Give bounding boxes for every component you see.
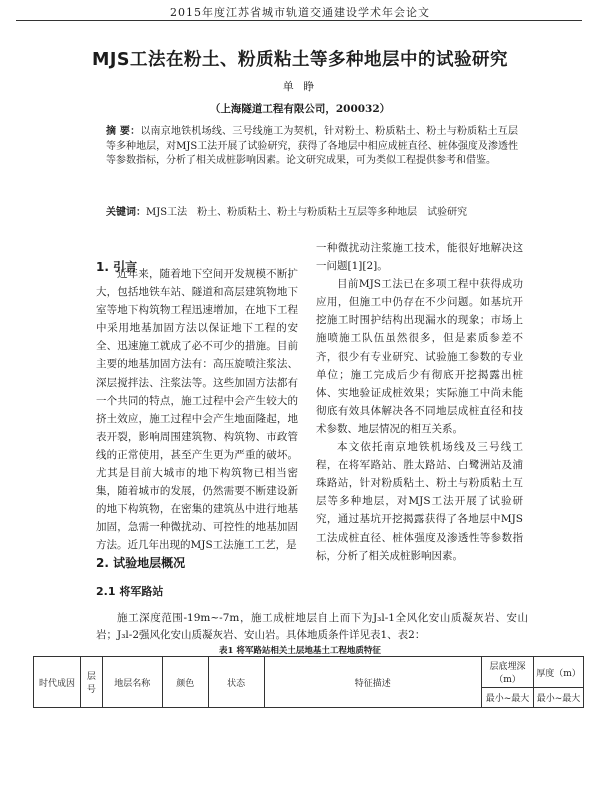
table-1 bbox=[33, 656, 584, 708]
right-column bbox=[316, 239, 523, 565]
header-thickness: 厚度（m） bbox=[533, 657, 583, 688]
section-1-heading: 1. 引言 bbox=[96, 260, 138, 274]
keywords-text: MJS工法 粉土、粉质粘土、粉土与粉质粘土互层等多种地层 试验研究 bbox=[146, 207, 468, 218]
header-era: 时代成因 bbox=[34, 657, 81, 708]
keywords-label: 关键词： bbox=[106, 207, 146, 218]
keywords bbox=[106, 206, 526, 220]
intro-paragraph-2: 目前MJS工法已在多项工程中获得成功应用，但施工中仍存在不少问题。如基坑开挖施工时围护结构出现漏水的现象；市场上施喷施工队伍虽然很多，但是素质参差不齐，很少有专业研究、试验施工参数的专业单位；施工完成后少有彻底开挖揭露出桩体、实地验证成桩效果；实际施工中尚未能彻底有效具体解决各不同地层成桩直径和技术参数、地层情况的相互关系。 bbox=[316, 278, 523, 435]
header-rule bbox=[16, 20, 582, 21]
header-description: 特征描述 bbox=[264, 657, 481, 708]
paper-title: MJS工法在粉土、粉质粘土等多种地层中的试验研究 bbox=[91, 50, 509, 70]
subheader-thick-range: 最小~最大 bbox=[533, 688, 583, 708]
header-state: 状态 bbox=[208, 657, 264, 708]
header-color: 颜色 bbox=[162, 657, 208, 708]
abstract-label: 摘 要： bbox=[106, 126, 141, 137]
section-2-heading: 2. 试验地层概况 bbox=[96, 556, 186, 570]
abstract bbox=[106, 125, 518, 169]
header-top-depth: 层底埋深（m） bbox=[482, 657, 534, 688]
author: 单 睁 bbox=[282, 80, 318, 93]
subsection-2-1-heading: 2.1 将军路站 bbox=[96, 585, 164, 598]
left-column bbox=[96, 265, 298, 555]
intro-paragraph-1-continued: 一种微扰动注浆施工技术，能很好地解决这一问题[1][2]。 bbox=[316, 242, 523, 273]
header-layer-no: 层号 bbox=[80, 657, 102, 708]
affiliation: （上海隧道工程有限公司，200032） bbox=[209, 103, 391, 115]
abstract-text: 以南京地铁机场线、三号线施工为契机，针对粉土、粉质粘土、粉土与粉质粘土互层等多种地层，对MJS工法开展了试验研究，获得了各地层中相应成桩直径、桩体强度及渗透性等参数指标，分析了相关成桩影响因素。论文研究成果，可为类似工程提供参考和借鉴。 bbox=[106, 126, 519, 166]
intro-paragraph-1: 近年来，随着地下空间开发规模不断扩大，包括地铁车站、隧道和高层建筑物地下室等地下构筑物工程迅速增加，在地下工程中采用地基加固方法以保证地下工程的安全、迅速施工就成了必不可少的措施。目前主要的地基加固方法有：高压旋喷注浆法、深层搅拌法、注浆法等。这些加固方法都有一个共同的特点，施工过程中会产生较大的挤土效应，施工过程中会产生地面隆起，地表开裂，影响周围建筑物、构筑物、市政管线的正常使用，甚至产生更为严重的破坏。尤其是目前大城市的地下构筑物已相当密集，随着城市的发展，仍然需要不断建设新的地下构筑物，在密集的建筑丛中进行地基加固，急需一种微扰动、可控性的地基加固方法。近几年出现的MJS工法施工工艺，是 bbox=[96, 268, 298, 552]
section-2-1-paragraph: 施工深度范围-19m~-7m，施工成桩地层自上而下为J₃l-1全风化安山质凝灰岩、安山岩；J₃l-2强风化安山质凝灰岩、安山岩。具体地质条件详见表1、表2： bbox=[96, 612, 528, 641]
header-layer-name: 地层名称 bbox=[102, 657, 162, 708]
table-1-caption: 表1 将军路站相关土层地基土工程地质特征 bbox=[219, 646, 381, 656]
table-header-row bbox=[34, 657, 584, 688]
intro-paragraph-3: 本文依托南京地铁机场线及三号线工程，在将军路站、胜太路站、白鹭洲站及浦珠路站，针对粉质粘土、粉土与粉质粘土互层等多种地层，对MJS工法开展了试验研究，通过基坑开挖揭露获得了各地层中MJS工法成桩直径、桩体强度及渗透性等参数指标，分析了相关成桩影响因素。 bbox=[316, 441, 523, 562]
running-header: 2015年度江苏省城市轨道交通建设学术年会论文 bbox=[170, 6, 430, 19]
subheader-top-range: 最小~最大 bbox=[482, 688, 534, 708]
